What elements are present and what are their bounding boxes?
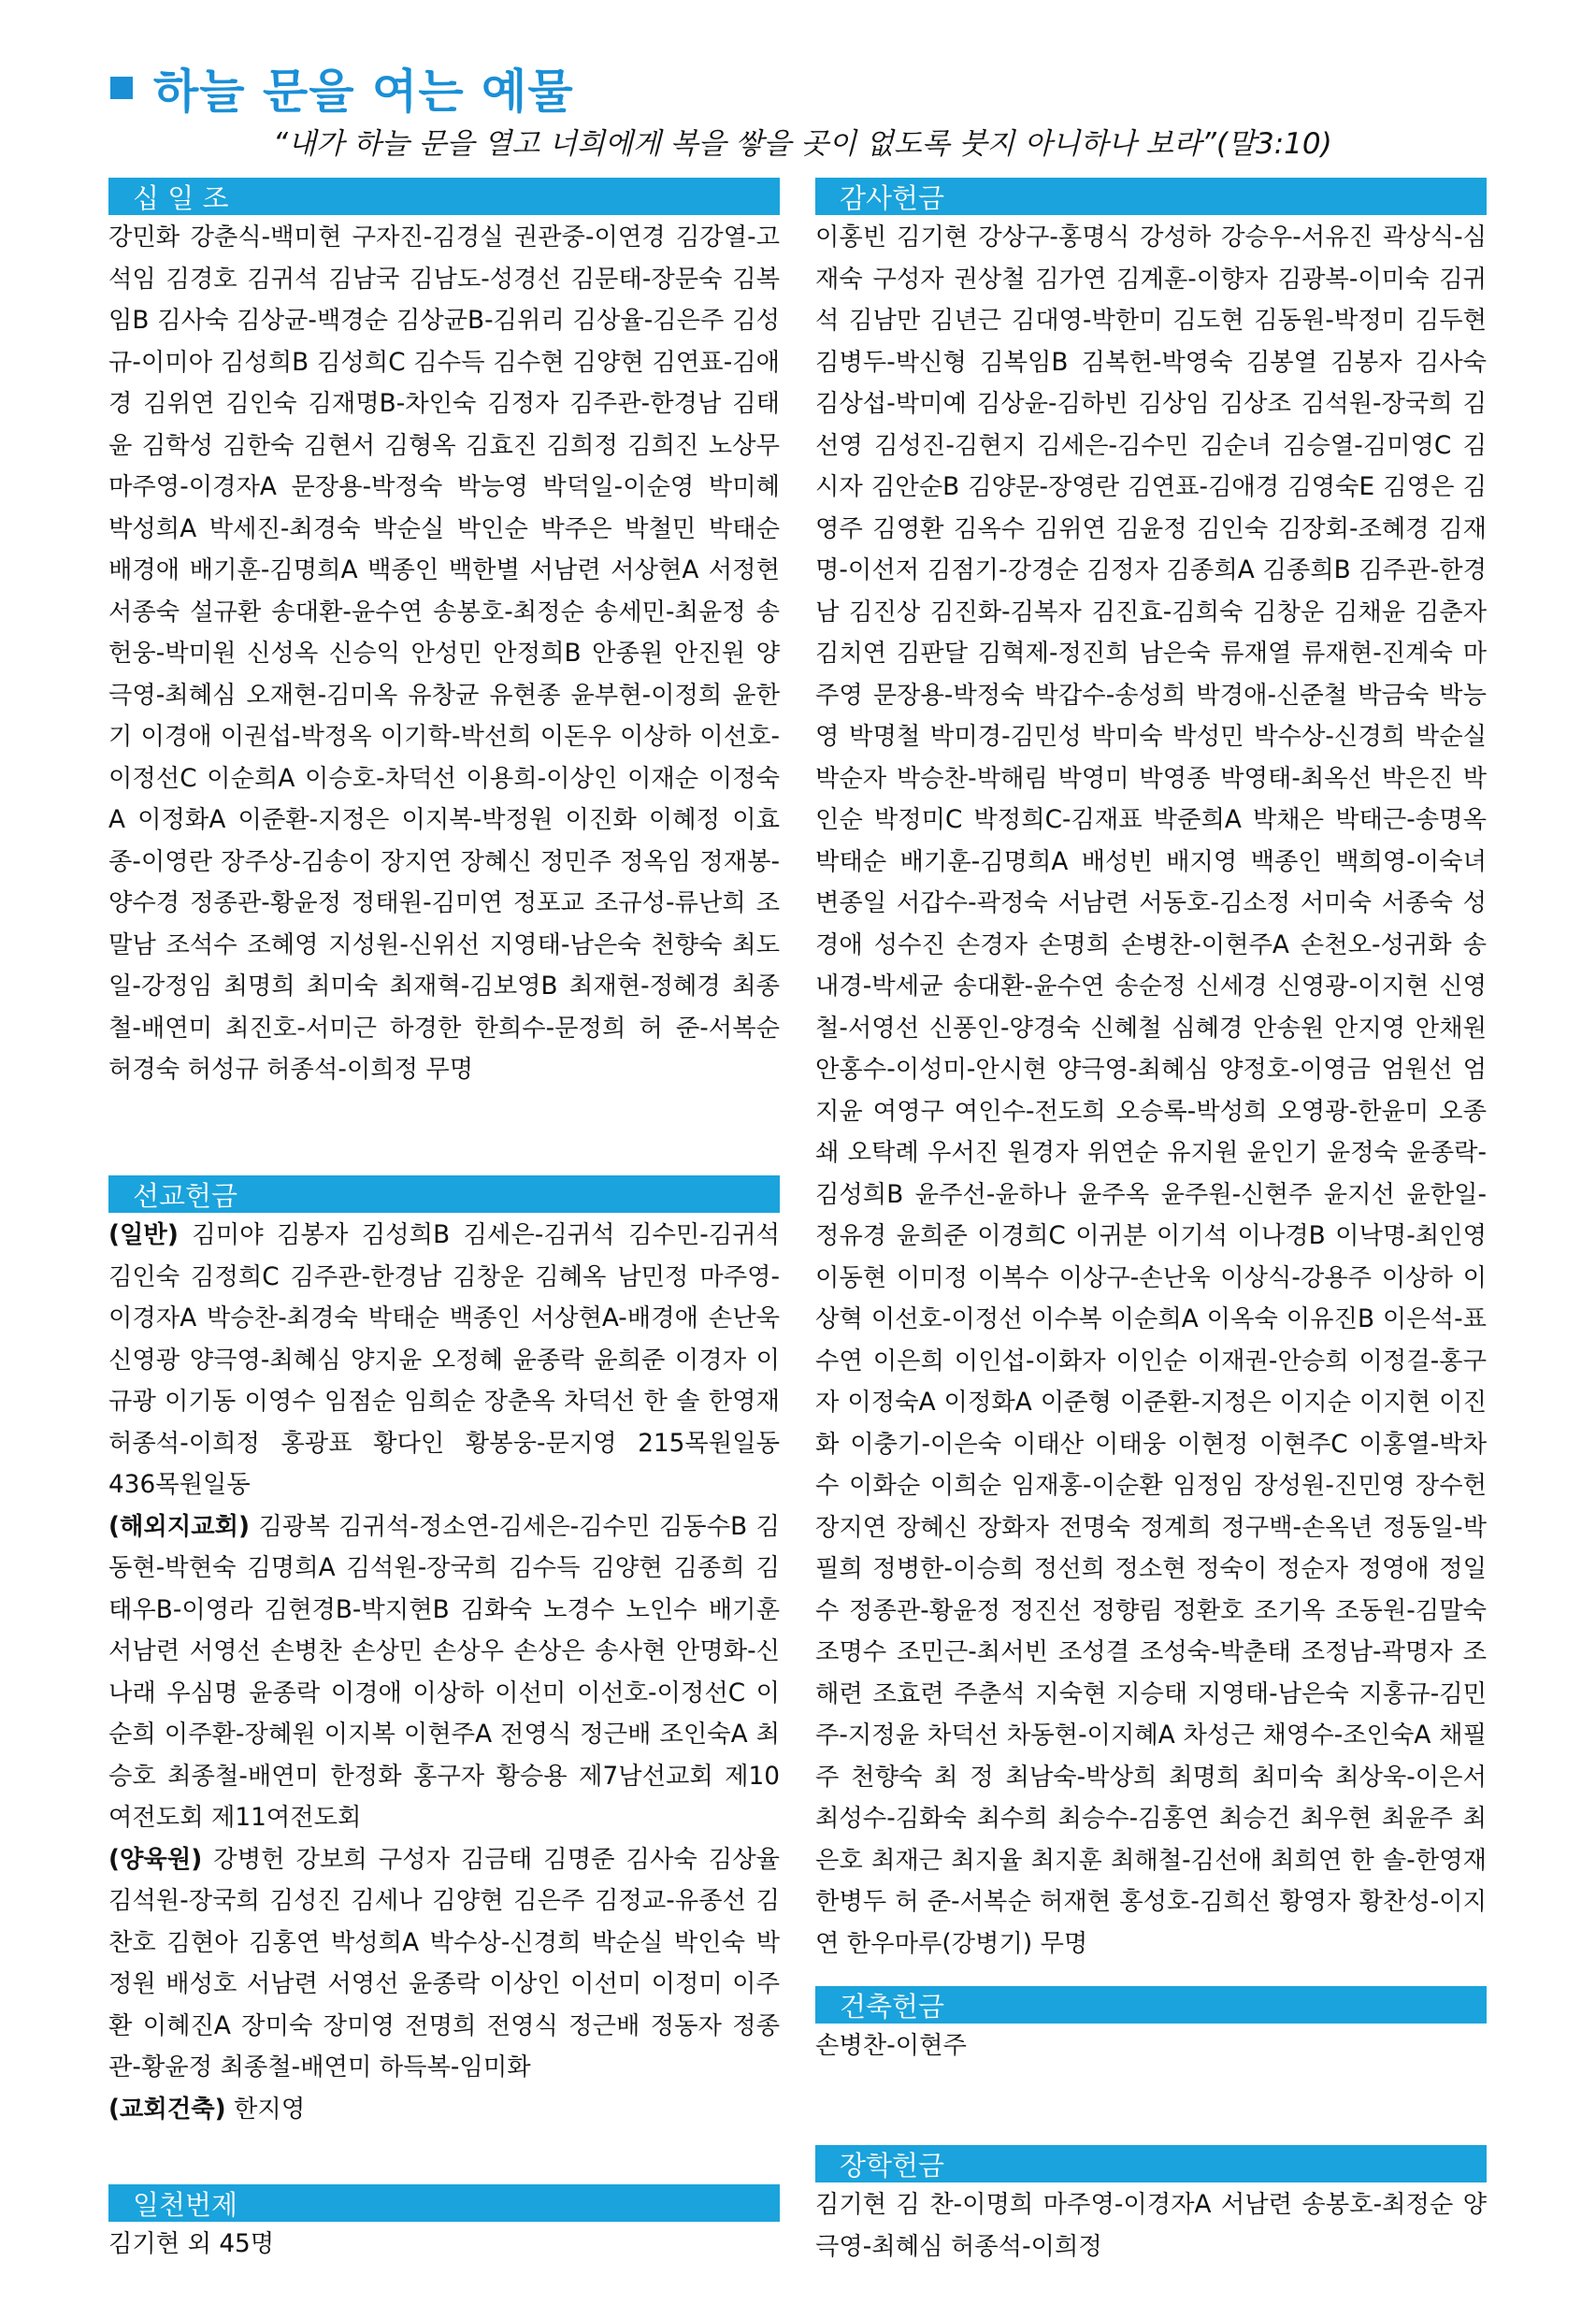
section-header-mission [108, 1175, 780, 1213]
donor-list: 이홍빈 김기현 강상구-홍명식 강성하 강승우-서유진 곽상식-심재숙 구성자 권상철 김가연 김계훈-이향자 김광복-이미숙 김귀석 김남만 김년근 김대영-박한미 김도현 김동원-박정미 김두현 김병두-박신형 김복임B 김복헌-박영숙 김봉열 김봉자 김사숙 김상섭-박미예 김상윤-김하빈 김상임 김상조 김석원-장국희 김선영 김성진-김현지 김세은-김수민 김순녀 김승열-김미영C 김시자 김안순B 김양문-장영란 김연표-김애경 김영숙E 김영은 김영주 김영환 김옥수 김위연 김윤정 김인숙 김장회-조혜경 김재명-이선저 김점기-강경순 김정자 김종희A 김종희B 김주관-한경남 김진상 김진화-김복자 김진효-김희숙 김창운 김채윤 김춘자 김치연 김판달 김혁제-정진희 남은숙 류재열 류재현-진계숙 마주영 문장용-박정숙 박갑수-송성희 박경애-신준철 박금숙 박능영 박명철 박미경-김민성 박미숙 박성민 박수상-신경희 박순실 박순자 박승찬-박해림 박영미 박영종 박영태-최옥선 박은진 박인순 박정미C 박정희C-김재표 박준희A 박채은 박태근-송명옥 박태순 배기훈-김명희A 배성빈 배지영 백종인 백희영-이숙녀 변종일 서갑수-곽정숙 서남련 서동호-김소정 서미숙 서종숙 성경애 성수진 손경자 손명희 손병찬-이현주A 손천오-성귀화 송내경-박세균 송대환-윤수연 송순정 신세경 신영광-이지현 신영철-서영선 신퐁인-양경숙 신혜철 심혜경 안송원 안지영 안채원 안홍수-이성미-안시현 양극영-최혜심 양정호-이영금 엄원선 엄지윤 여영구 여인수-전도희 오승록-박성희 오영광-한윤미 오종쇄 오탁례 우서진 원경자 위연순 유지원 윤인기 윤정숙 윤종락-김성희B 윤주선-윤하나 윤주옥 윤주원-신현주 윤지선 윤한일-정유경 윤희준 이경희C 이귀분 이기석 이나경B 이낙명-최인영 이동현 이미정 이복수 이상구-손난욱 이상식-강용주 이상하 이상혁 이선호-이정선 이수복 이순희A 이옥숙 이유진B 이은석-표수연 이은희 이인섭-이화자 이인순 이재권-안승희 이정걸-홍구자 이정숙A 이정화A 이준형 이준환-지정은 이지순 이지현 이진화 이충기-이은숙 이태산 이태웅 이현정 이현주C 이홍열-박차수 이화순 이희순 임재홍-이순환 임정임 장성원-진민영 장수헌 장지연 장혜신 장화자 전명숙 정계희 정구백-손옥년 정동일-박필희 정병한-이승희 정선희 정소현 정숙이 정순자 정영애 정일수 정종관-황윤정 정진선 정향림 정환호 조기옥 조동원-김말숙 조명수 조민근-최서빈 조성결 조성숙-박춘태 조정남-곽명자 조해련 조효련 주춘석 지숙현 지승태 지영태-남은숙 지홍규-김민주-지정윤 차덕선 차동현-이지혜A 차성근 채영수-조인숙A 채필주 천향숙 최 정 최남숙-박상희 최명희 최미숙 최상욱-이은서 최성수-김화숙 최수희 최승수-김홍연 최승건 최우현 최윤주 최은호 최재근 최지율 최지훈 최해철-김선애 최희연 한 솔-한영재 한병두 허 준-서복순 허재현 홍성호-김희선 황영자 황찬성-이지연 한우마루(강병기) 무명 [815, 223, 1487, 1958]
section-text-building [815, 2025, 1487, 2067]
section-text-tithe [108, 217, 780, 1091]
category-label: (양육원) [108, 1845, 203, 1874]
section-mission [108, 1175, 780, 2130]
mission-category-general [108, 1215, 780, 1506]
section-text-thanks [815, 217, 1487, 1965]
section-title: 십 일 조 [133, 181, 229, 214]
section-title: 선교헌금 [133, 1179, 238, 1212]
section-building [815, 1986, 1487, 2067]
mission-category-nurture [108, 1839, 780, 2089]
category-label: (교회건축) [108, 2095, 226, 2124]
section-header-thanks [815, 178, 1487, 215]
section-text-mission [108, 1215, 780, 2130]
square-bullet-icon [110, 77, 133, 99]
donor-list: 한지영 [234, 2095, 306, 2124]
section-title: 건축헌금 [840, 1990, 945, 2023]
donor-list: 김미야 김봉자 김성희B 김세은-김귀석 김수민-김귀석 김인숙 김정희C 김주관-한경남 김창운 김혜옥 남민정 마주영-이경자A 박승찬-최경숙 박태순 백종인 서상현A-배경애 손난욱 신영광 양극영-최혜심 양지윤 오정혜 윤종락 윤희준 이경자 이규광 이기동 이영수 임점순 임희순 장춘옥 차덕선 한 솔 한영재 허종석-이희정 홍광표 황다인 황봉웅-문지영 215목원일동 436목원일동 [108, 1221, 781, 1499]
donor-list: 강병헌 강보희 구성자 김금태 김명준 김사숙 김상율 김석원-장국희 김성진 김세나 김양현 김은주 김정교-유종선 김찬호 김현아 김홍연 박성희A 박수상-신경희 박순실 박인숙 박정원 배성호 서남련 서영선 윤종락 이상인 이선미 이정미 이주환 이혜진A 장미숙 장미영 전명희 전영식 정근배 정동자 정종관-황윤정 최종철-배연미 하득복-임미화 [108, 1845, 780, 2081]
donor-list: 손병찬-이현주 [815, 2032, 967, 2060]
section-title: 장학헌금 [840, 2149, 945, 2182]
section-text-scholarship [815, 2184, 1487, 2268]
section-scholarship [815, 2145, 1487, 2268]
donor-list: 김기현 김 찬-이명희 마주영-이경자A 서남련 송봉호-최정순 양극영-최혜심 허종석-이희정 [815, 2191, 1487, 2261]
category-label: (일반) [108, 1221, 179, 1249]
section-header-scholarship [815, 2145, 1487, 2182]
section-text-firstfruit [108, 2224, 780, 2266]
section-header-firstfruit [108, 2184, 780, 2222]
mission-category-building [108, 2089, 780, 2131]
section-title: 감사헌금 [840, 181, 945, 214]
mission-category-overseas [108, 1506, 780, 1839]
page-title: 하늘 문을 여는 예물 [153, 65, 574, 119]
bible-verse: “내가 하늘 문을 열고 너희에게 복을 쌓을 곳이 없도록 붓지 아니하나 보라”(말3:10) [273, 127, 1332, 161]
section-thanks [815, 178, 1487, 1965]
section-header-tithe [108, 178, 780, 215]
donor-list: 김기현 외 45명 [108, 2230, 275, 2258]
section-title: 일천번제 [133, 2188, 238, 2221]
category-label: (해외지교회) [108, 1512, 251, 1541]
section-tithe [108, 178, 780, 1091]
donor-list: 김광복 김귀석-정소연-김세은-김수민 김동수B 김동현-박현숙 김명희A 김석원-장국희 김수득 김양현 김종희 김태우B-이영라 김현경B-박지현B 김화숙 노경수 노인수 배기훈 서남련 서영선 손병찬 손상민 손상우 손상은 송사현 안명화-신나래 우심명 윤종락 이경애 이상하 이선미 이선호-이정선C 이순희 이주환-장혜원 이지복 이현주A 전영식 정근배 조인숙A 최승호 최종철-배연미 한정화 홍구자 황승용 제7남선교회 제10여전도회 제11여전도회 [108, 1512, 780, 1832]
page-title-row [110, 54, 574, 122]
section-firstfruit [108, 2184, 780, 2266]
donor-list: 강민화 강춘식-백미현 구자진-김경실 권관중-이연경 김강열-고석임 김경호 김귀석 김남국 김남도-성경선 김문태-장문숙 김복임B 김사숙 김상균-백경순 김상균B-김위리 김상율-김은주 김성규-이미아 김성희B 김성희C 김수득 김수현 김양현 김연표-김애경 김위연 김인숙 김재명B-차인숙 김정자 김주관-한경남 김태윤 김학성 김한숙 김현서 김형옥 김효진 김희정 김희진 노상무 마주영-이경자A 문장용-박정숙 박능영 박덕일-이순영 박미혜 박성희A 박세진-최경숙 박순실 박인순 박주은 박철민 박태순 배경애 배기훈-김명희A 백종인 백한별 서남련 서상현A 서정현 서종숙 설규환 송대환-윤수연 송봉호-최정순 송세민-최윤정 송헌웅-박미원 신성옥 신승익 안성민 안정희B 안종원 안진원 양극영-최혜심 오재현-김미옥 유창균 유현종 윤부현-이정희 윤한기 이경애 이권섭-박정옥 이기학-박선희 이돈우 이상하 이선호-이정선C 이순희A 이승호-차덕선 이용희-이상인 이재순 이정숙A 이정화A 이준환-지정은 이지복-박정원 이진화 이혜정 이효종-이영란 장주상-김송이 장지연 장혜신 정민주 정옥임 정재봉-양수경 정종관-황윤정 정태원-김미연 정포교 조규성-류난희 조말남 조석수 조혜영 지성원-신위선 지영태-남은숙 천향숙 최도일-강정임 최명희 최미숙 최재혁-김보영B 최재현-정혜경 최종철-배연미 최진호-서미근 하경한 한희수-문정희 허 준-서복순 허경숙 허성규 허종석-이희정 무명 [108, 223, 780, 1084]
section-header-building [815, 1986, 1487, 2024]
